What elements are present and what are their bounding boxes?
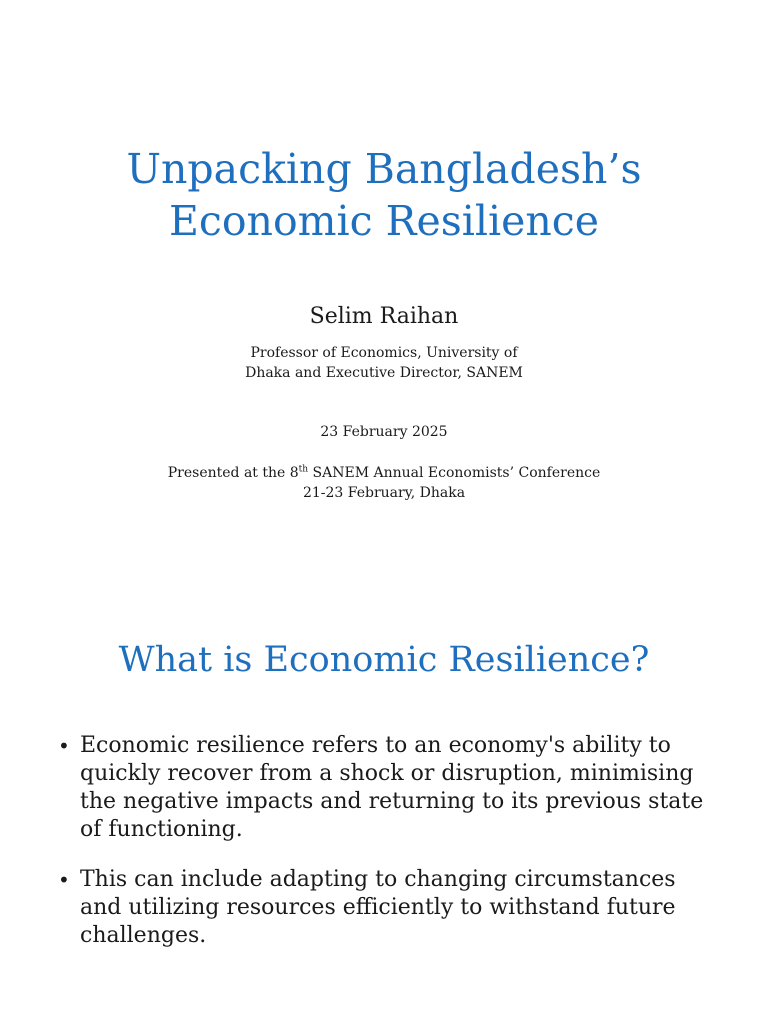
bullet-icon: • (58, 868, 70, 892)
conference-line-1 (0, 463, 768, 483)
affiliation-line-2: Dhaka and Executive Director, SANEM (245, 365, 523, 381)
bullet-icon: • (58, 734, 70, 758)
ordinal-suffix: th (298, 464, 309, 475)
bullet-text: This can include adapting to changing circumstances and utilizing resources efficiently to withstand future challenges. (80, 867, 676, 948)
presentation-title (0, 143, 768, 247)
list-item (58, 732, 718, 844)
conference-name: SANEM Annual Economists’ Conference (308, 465, 601, 481)
conference-info (0, 463, 768, 503)
title-line-2: Economic Resilience (168, 197, 600, 245)
author-affiliation (0, 343, 768, 383)
bullet-text: Economic resilience refers to an economy's ability to quickly recover from a shock or disruption, minimising the negative impacts and returning to its previous state of functioning. (80, 733, 704, 842)
slide-heading: What is Economic Resilience? (118, 640, 650, 680)
author-name: Selim Raihan (309, 304, 459, 329)
list-item (58, 866, 718, 950)
title-line-1: Unpacking Bangladesh’s (126, 145, 642, 193)
conference-dates: 21-23 February, Dhaka (302, 485, 466, 501)
conference-prefix: Presented at the 8 (167, 465, 299, 481)
presentation-date: 23 February 2025 (320, 424, 448, 440)
content-slide (0, 576, 768, 1024)
affiliation-line-1: Professor of Economics, University of (250, 345, 518, 361)
bullet-list (58, 732, 718, 972)
